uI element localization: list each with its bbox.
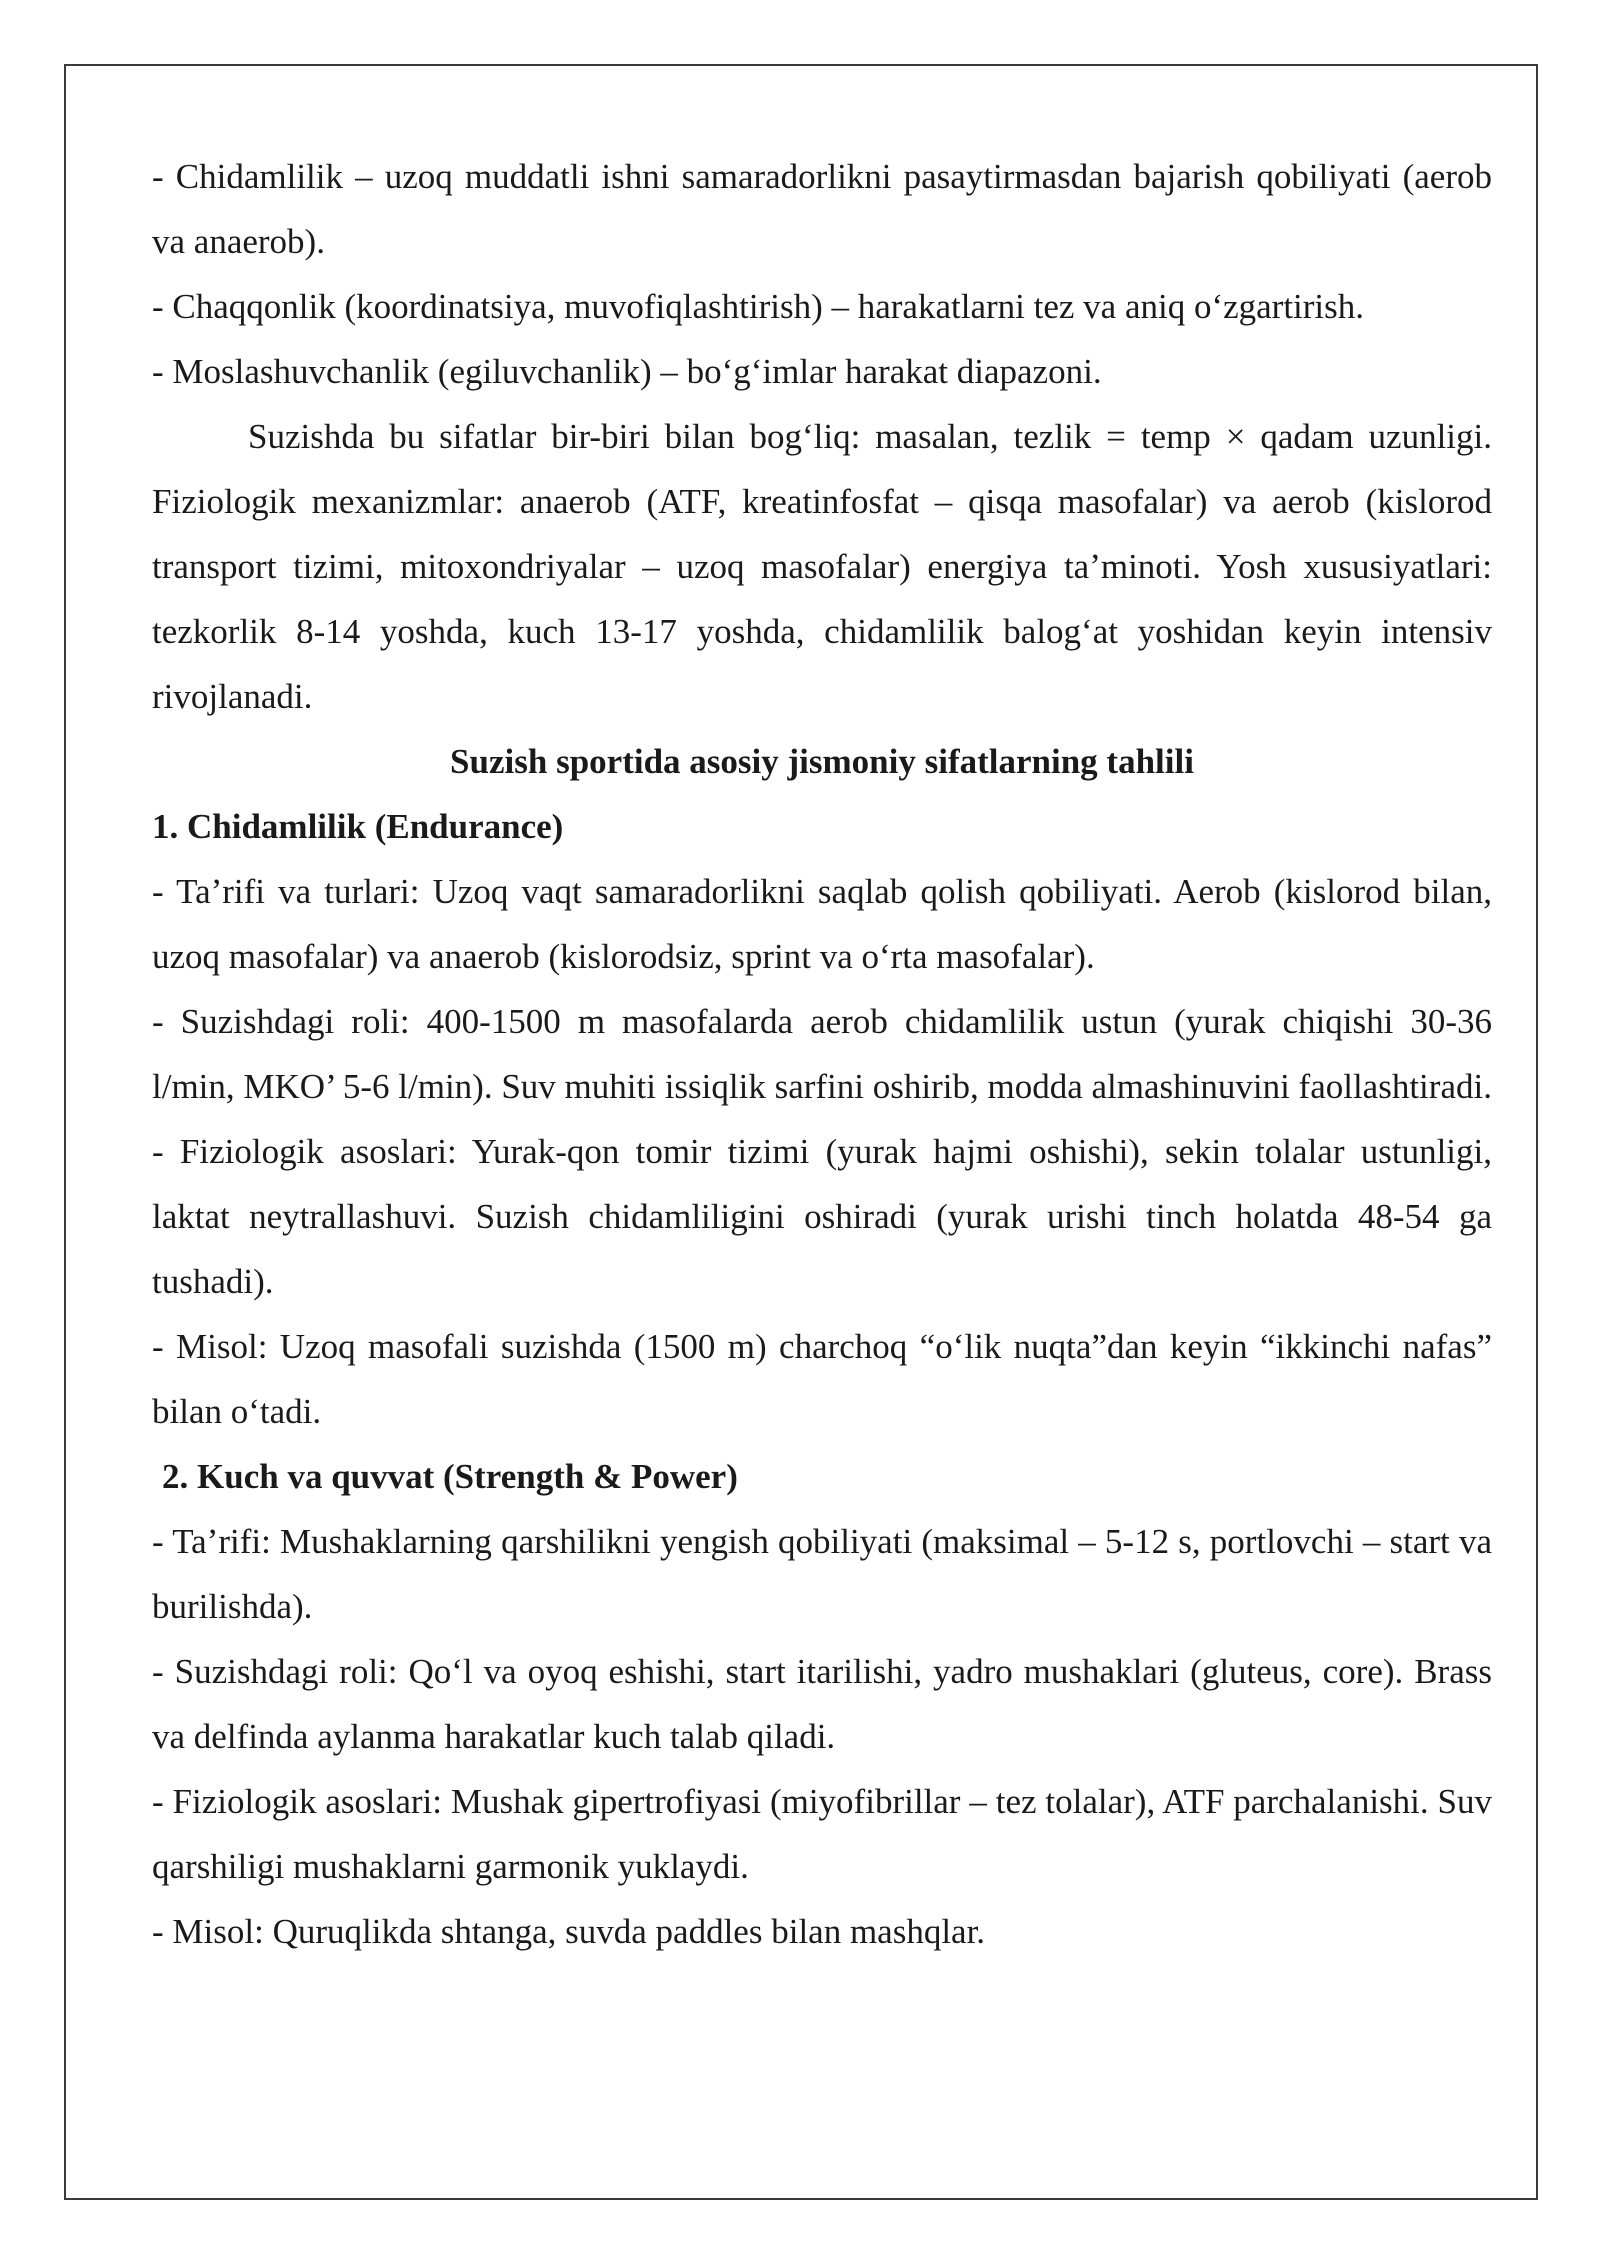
strength-item-example: - Misol: Quruqlikda shtanga, suvda paddles bilan mashqlar. [152, 1912, 986, 1951]
paragraph-endurance-definition: - Chidamlilik – uzoq muddatli ishni samaradorlikni pasaytirmasdan bajarish qobiliyati (aerob va anaerob). [152, 157, 1492, 261]
endurance-item-physiology: - Fiziologik asoslari: Yurak-qon tomir tizimi (yurak hajmi oshishi), sekin tolalar ustunligi, laktat neytrallashuvi. Suzish chidamliligini oshiradi (yurak urishi tinch holatda 48-54 ga tushadi). [152, 1132, 1492, 1301]
endurance-item-role: - Suzishdagi roli: 400-1500 m masofalarda aerob chidamlilik ustun (yurak chiqishi 30-36 l/min, MKO’ 5-6 l/min). Suv muhiti issiqlik sarfini oshirib, modda almashinuvini faollashtiradi. [152, 1002, 1492, 1106]
strength-item-physiology: - Fiziologik asoslari: Mushak gipertrofiyasi (miyofibrillar – tez tolalar), ATF parchalanishi. Suv qarshiligi mushaklarni garmonik yuklaydi. [152, 1782, 1492, 1886]
endurance-heading: 1. Chidamlilik (Endurance) [152, 807, 564, 846]
strength-heading: 2. Kuch va quvvat (Strength & Power) [162, 1457, 738, 1496]
section-title: Suzish sportida asosiy jismoniy sifatlarning tahlili [450, 742, 1194, 781]
endurance-item-definition: - Taʼrifi va turlari: Uzoq vaqt samaradorlikni saqlab qolish qobiliyati. Aerob (kislorod bilan, uzoq masofalar) va anaerob (kislorodsiz, sprint va oʻrta masofalar). [152, 872, 1492, 976]
paragraph-flexibility-definition: - Moslashuvchanlik (egiluvchanlik) – boʻgʻimlar harakat diapazoni. [152, 352, 1102, 391]
endurance-item-example: - Misol: Uzoq masofali suzishda (1500 m) charchoq “oʻlik nuqta”dan keyin “ikkinchi nafas” bilan oʻtadi. [152, 1327, 1492, 1431]
strength-item-definition: - Taʼrifi: Mushaklarning qarshilikni yengish qobiliyati (maksimal – 5-12 s, portlovchi – start va burilishda). [152, 1522, 1492, 1626]
paragraph-swimming-qualities: Suzishda bu sifatlar bir-biri bilan bogʻliq: masalan, tezlik = temp × qadam uzunligi. Fiziologik mexanizmlar: anaerob (ATF, kreatinfosfat – qisqa masofalar) va aerob (kislorod transport tizimi, mitoxondriyalar – uzoq masofalar) energiya taʼminoti. Yosh xususiyatlari: tezkorlik 8-14 yoshda, kuch 13-17 yoshda, chidamlilik balogʻat yoshidan keyin intensiv rivojlanadi. [152, 417, 1492, 716]
document-body [152, 144, 1492, 1964]
strength-item-role: - Suzishdagi roli: Qoʻl va oyoq eshishi, start itarilishi, yadro mushaklari (gluteus, core). Brass va delfinda aylanma harakatlar kuch talab qiladi. [152, 1652, 1492, 1756]
paragraph-agility-definition: - Chaqqonlik (koordinatsiya, muvofiqlashtirish) – harakatlarni tez va aniq oʻzgartirish. [152, 287, 1365, 326]
